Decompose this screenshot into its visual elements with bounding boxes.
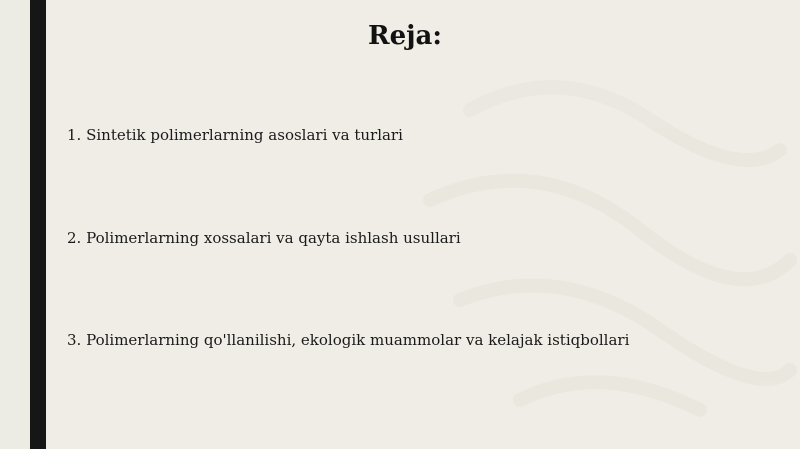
agenda-item-2: 2. Polimerlarning xossalari va qayta ishlash usullari	[67, 229, 461, 247]
accent-bar	[30, 0, 46, 449]
agenda-item-1: 1. Sintetik polimerlarning asoslari va turlari	[67, 126, 403, 144]
left-margin-strip	[0, 0, 30, 449]
slide-title: Reja:	[367, 21, 442, 51]
agenda-item-3: 3. Polimerlarning qo'llanilishi, ekologik muammolar va kelajak istiqbollari	[67, 331, 630, 349]
